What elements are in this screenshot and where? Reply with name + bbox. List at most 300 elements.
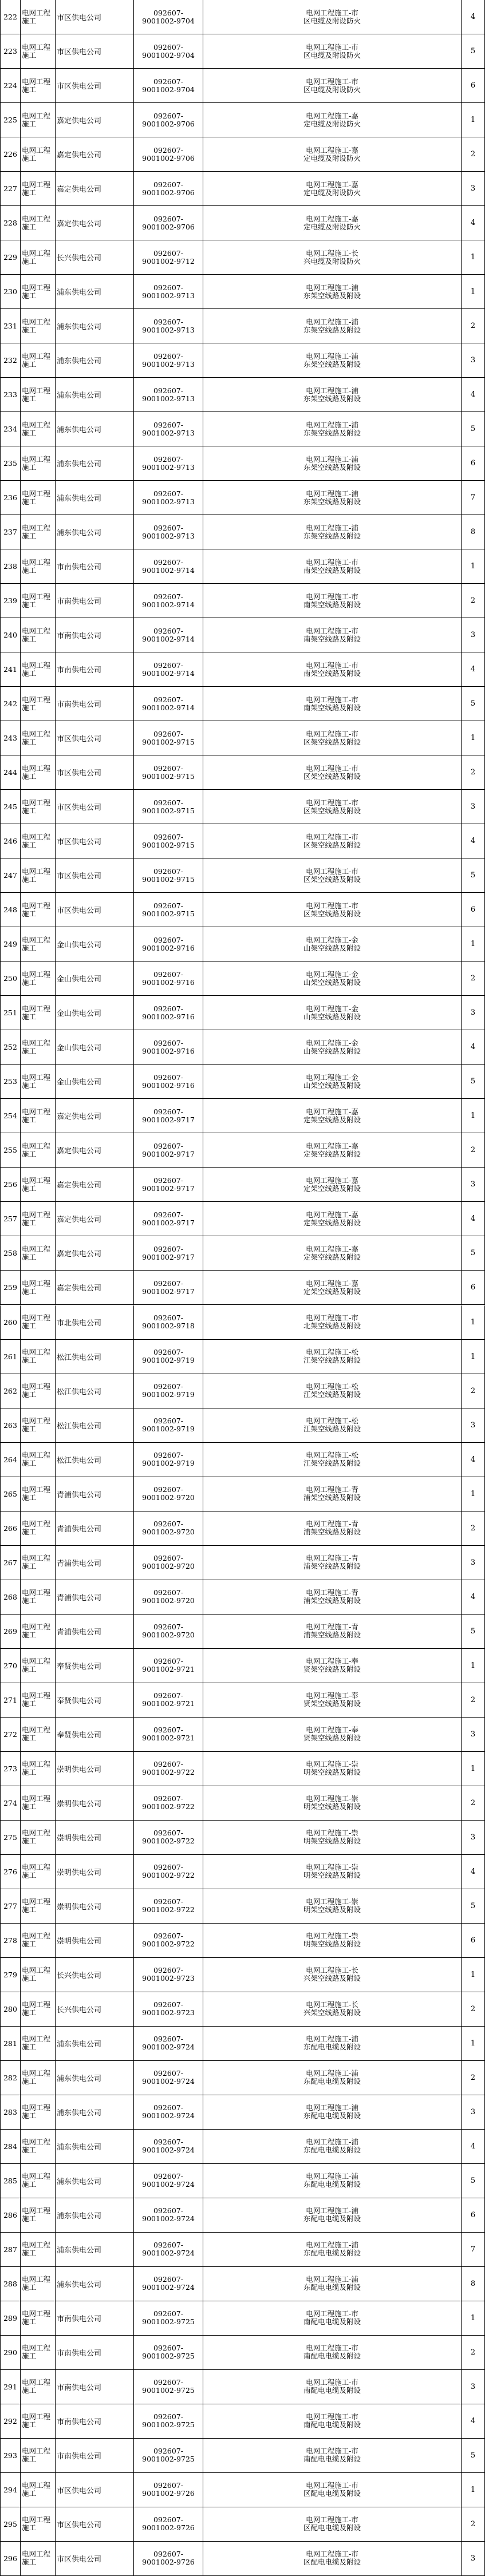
row-number-cell: 271: [0, 1683, 21, 1718]
project-type-cell: 电网工程 施工: [21, 481, 56, 515]
project-type-cell: 电网工程 施工: [21, 2027, 56, 2061]
project-type-cell: 电网工程 施工: [21, 309, 56, 343]
quantity-cell: 4: [462, 652, 485, 687]
project-code-cell: 092607- 9001002-9706: [134, 103, 203, 137]
row-number-cell: 228: [0, 206, 21, 240]
company-name-cell: 崇明供电公司: [56, 1889, 134, 1924]
project-type-cell: 电网工程 施工: [21, 721, 56, 755]
project-name-cell: 电网工程施工-市 区电缆及附设防火: [203, 34, 462, 69]
project-code-cell: 092607- 9001002-9716: [134, 961, 203, 996]
quantity-cell: 2: [462, 1133, 485, 1168]
project-name-cell: 电网工程施工-市 区架空线路及附设: [203, 790, 462, 824]
project-code-cell: 092607- 9001002-9704: [134, 0, 203, 34]
project-code-cell: 092607- 9001002-9716: [134, 927, 203, 961]
project-type-cell: 电网工程 施工: [21, 69, 56, 103]
project-code-cell: 092607- 9001002-9715: [134, 893, 203, 927]
project-name-cell: 电网工程施工-浦 东架空线路及附设: [203, 275, 462, 309]
quantity-cell: 3: [462, 1718, 485, 1752]
project-name-cell: 电网工程施工-嘉 定架空线路及附设: [203, 1236, 462, 1271]
project-type-cell: 电网工程 施工: [21, 2130, 56, 2164]
quantity-cell: 2: [462, 2507, 485, 2542]
project-type-cell: 电网工程 施工: [21, 1889, 56, 1924]
row-number-cell: 233: [0, 378, 21, 412]
project-code-cell: 092607- 9001002-9725: [134, 2370, 203, 2404]
quantity-cell: 3: [462, 618, 485, 652]
project-name-cell: 电网工程施工-市 区架空线路及附设: [203, 858, 462, 893]
row-number-cell: 260: [0, 1305, 21, 1340]
project-type-cell: 电网工程 施工: [21, 1408, 56, 1443]
table-row: [0, 172, 485, 206]
project-code-cell: 092607- 9001002-9722: [134, 1855, 203, 1889]
table-row: [0, 1546, 485, 1580]
quantity-cell: 5: [462, 2164, 485, 2198]
quantity-cell: 5: [462, 858, 485, 893]
company-name-cell: 浦东供电公司: [56, 446, 134, 481]
project-name-cell: 电网工程施工-市 南配电电缆及附设: [203, 2336, 462, 2370]
project-name-cell: 电网工程施工-浦 东配电电缆及附设: [203, 2027, 462, 2061]
project-name-cell: 电网工程施工-浦 东架空线路及附设: [203, 481, 462, 515]
project-code-cell: 092607- 9001002-9717: [134, 1236, 203, 1271]
company-name-cell: 市区供电公司: [56, 755, 134, 790]
project-type-cell: 电网工程 施工: [21, 2336, 56, 2370]
table-row: [0, 1271, 485, 1305]
company-name-cell: 嘉定供电公司: [56, 103, 134, 137]
project-code-cell: 092607- 9001002-9720: [134, 1580, 203, 1615]
project-type-cell: 电网工程 施工: [21, 790, 56, 824]
project-name-cell: 电网工程施工-市 区配电电缆及附设: [203, 2473, 462, 2507]
company-name-cell: 青浦供电公司: [56, 1511, 134, 1546]
project-code-cell: 092607- 9001002-9726: [134, 2473, 203, 2507]
project-name-cell: 电网工程施工-崇 明架空线路及附设: [203, 1855, 462, 1889]
project-code-cell: 092607- 9001002-9715: [134, 858, 203, 893]
project-type-cell: 电网工程 施工: [21, 2198, 56, 2233]
quantity-cell: 2: [462, 1374, 485, 1408]
table-row: [0, 412, 485, 446]
quantity-cell: 4: [462, 378, 485, 412]
row-number-cell: 225: [0, 103, 21, 137]
row-number-cell: 258: [0, 1236, 21, 1271]
project-type-cell: 电网工程 施工: [21, 584, 56, 618]
row-number-cell: 294: [0, 2473, 21, 2507]
table-row: [0, 618, 485, 652]
project-code-cell: 092607- 9001002-9724: [134, 2027, 203, 2061]
project-name-cell: 电网工程施工-市 南配电电缆及附设: [203, 2301, 462, 2336]
project-type-cell: 电网工程 施工: [21, 2439, 56, 2473]
table-row: [0, 2233, 485, 2267]
row-number-cell: 222: [0, 0, 21, 34]
table-row: [0, 34, 485, 69]
company-name-cell: 浦东供电公司: [56, 2233, 134, 2267]
project-name-cell: 电网工程施工-金 山架空线路及附设: [203, 1030, 462, 1065]
quantity-cell: 5: [462, 1889, 485, 1924]
project-type-cell: 电网工程 施工: [21, 549, 56, 584]
company-name-cell: 松江供电公司: [56, 1374, 134, 1408]
project-code-cell: 092607- 9001002-9704: [134, 69, 203, 103]
quantity-cell: 1: [462, 1340, 485, 1374]
project-name-cell: 电网工程施工-嘉 定电缆及附设防火: [203, 137, 462, 172]
project-type-cell: 电网工程 施工: [21, 2404, 56, 2439]
row-number-cell: 238: [0, 549, 21, 584]
quantity-cell: 4: [462, 824, 485, 858]
row-number-cell: 224: [0, 69, 21, 103]
table-row: [0, 2095, 485, 2130]
table-row: [0, 1065, 485, 1099]
project-code-cell: 092607- 9001002-9712: [134, 240, 203, 275]
project-type-cell: 电网工程 施工: [21, 1718, 56, 1752]
company-name-cell: 浦东供电公司: [56, 2061, 134, 2095]
project-type-cell: 电网工程 施工: [21, 927, 56, 961]
quantity-cell: 3: [462, 172, 485, 206]
project-name-cell: 电网工程施工-浦 东配电电缆及附设: [203, 2198, 462, 2233]
table-row: [0, 2404, 485, 2439]
project-code-cell: 092607- 9001002-9722: [134, 1889, 203, 1924]
project-code-cell: 092607- 9001002-9721: [134, 1718, 203, 1752]
quantity-cell: 3: [462, 1821, 485, 1855]
project-type-cell: 电网工程 施工: [21, 1924, 56, 1958]
project-code-cell: 092607- 9001002-9724: [134, 2233, 203, 2267]
row-number-cell: 240: [0, 618, 21, 652]
project-code-cell: 092607- 9001002-9725: [134, 2404, 203, 2439]
project-name-cell: 电网工程施工-市 南架空线路及附设: [203, 687, 462, 721]
project-type-cell: 电网工程 施工: [21, 1615, 56, 1649]
row-number-cell: 254: [0, 1099, 21, 1133]
row-number-cell: 285: [0, 2164, 21, 2198]
table-row: [0, 2439, 485, 2473]
table-row: [0, 1649, 485, 1683]
project-name-cell: 电网工程施工-青 浦架空线路及附设: [203, 1580, 462, 1615]
row-number-cell: 296: [0, 2542, 21, 2576]
company-name-cell: 市南供电公司: [56, 652, 134, 687]
company-name-cell: 市区供电公司: [56, 893, 134, 927]
project-type-cell: 电网工程 施工: [21, 172, 56, 206]
quantity-cell: 1: [462, 1099, 485, 1133]
company-name-cell: 嘉定供电公司: [56, 1271, 134, 1305]
quantity-cell: 1: [462, 721, 485, 755]
quantity-cell: 8: [462, 2267, 485, 2301]
quantity-cell: 1: [462, 927, 485, 961]
project-name-cell: 电网工程施工-崇 明架空线路及附设: [203, 1752, 462, 1786]
project-type-cell: 电网工程 施工: [21, 446, 56, 481]
project-type-cell: 电网工程 施工: [21, 652, 56, 687]
row-number-cell: 281: [0, 2027, 21, 2061]
project-type-cell: 电网工程 施工: [21, 1443, 56, 1477]
quantity-cell: 1: [462, 2473, 485, 2507]
row-number-cell: 278: [0, 1924, 21, 1958]
row-number-cell: 259: [0, 1271, 21, 1305]
quantity-cell: 3: [462, 996, 485, 1030]
project-type-cell: 电网工程 施工: [21, 1030, 56, 1065]
project-name-cell: 电网工程施工-青 浦架空线路及附设: [203, 1615, 462, 1649]
project-code-cell: 092607- 9001002-9713: [134, 275, 203, 309]
row-number-cell: 242: [0, 687, 21, 721]
project-name-cell: 电网工程施工-市 区架空线路及附设: [203, 893, 462, 927]
table-row: [0, 481, 485, 515]
project-name-cell: 电网工程施工-嘉 定架空线路及附设: [203, 1168, 462, 1202]
company-name-cell: 市区供电公司: [56, 824, 134, 858]
table-row: [0, 1992, 485, 2027]
project-name-cell: 电网工程施工-金 山架空线路及附设: [203, 961, 462, 996]
table-row: [0, 1099, 485, 1133]
project-name-cell: 电网工程施工-长 兴电缆及附设防火: [203, 240, 462, 275]
row-number-cell: 255: [0, 1133, 21, 1168]
row-number-cell: 262: [0, 1374, 21, 1408]
project-code-cell: 092607- 9001002-9720: [134, 1615, 203, 1649]
project-type-cell: 电网工程 施工: [21, 2061, 56, 2095]
project-type-cell: 电网工程 施工: [21, 1683, 56, 1718]
project-name-cell: 电网工程施工-浦 东架空线路及附设: [203, 309, 462, 343]
table-row: [0, 1374, 485, 1408]
project-name-cell: 电网工程施工-浦 东架空线路及附设: [203, 343, 462, 378]
company-name-cell: 嘉定供电公司: [56, 137, 134, 172]
project-name-cell: 电网工程施工-嘉 定电缆及附设防火: [203, 172, 462, 206]
row-number-cell: 235: [0, 446, 21, 481]
row-number-cell: 274: [0, 1786, 21, 1821]
project-code-cell: 092607- 9001002-9719: [134, 1340, 203, 1374]
project-name-cell: 电网工程施工-市 南配电电缆及附设: [203, 2404, 462, 2439]
quantity-cell: 4: [462, 206, 485, 240]
row-number-cell: 249: [0, 927, 21, 961]
project-name-cell: 电网工程施工-松 江架空线路及附设: [203, 1340, 462, 1374]
project-code-cell: 092607- 9001002-9713: [134, 309, 203, 343]
project-code-cell: 092607- 9001002-9725: [134, 2439, 203, 2473]
table-row: [0, 1855, 485, 1889]
project-type-cell: 电网工程 施工: [21, 687, 56, 721]
company-name-cell: 崇明供电公司: [56, 1924, 134, 1958]
row-number-cell: 243: [0, 721, 21, 755]
quantity-cell: 3: [462, 790, 485, 824]
project-type-cell: 电网工程 施工: [21, 2370, 56, 2404]
project-name-cell: 电网工程施工-浦 东配电电缆及附设: [203, 2061, 462, 2095]
row-number-cell: 234: [0, 412, 21, 446]
company-name-cell: 浦东供电公司: [56, 378, 134, 412]
project-type-cell: 电网工程 施工: [21, 2267, 56, 2301]
project-code-cell: 092607- 9001002-9704: [134, 34, 203, 69]
project-name-cell: 电网工程施工-市 区配电电缆及附设: [203, 2542, 462, 2576]
project-code-cell: 092607- 9001002-9716: [134, 1065, 203, 1099]
project-name-cell: 电网工程施工-金 山架空线路及附设: [203, 1065, 462, 1099]
table-row: [0, 515, 485, 549]
table-row: [0, 343, 485, 378]
row-number-cell: 280: [0, 1992, 21, 2027]
company-name-cell: 浦东供电公司: [56, 2130, 134, 2164]
row-number-cell: 293: [0, 2439, 21, 2473]
quantity-cell: 7: [462, 2233, 485, 2267]
company-name-cell: 市南供电公司: [56, 2336, 134, 2370]
project-code-cell: 092607- 9001002-9714: [134, 687, 203, 721]
project-code-cell: 092607- 9001002-9721: [134, 1683, 203, 1718]
company-name-cell: 青浦供电公司: [56, 1546, 134, 1580]
row-number-cell: 286: [0, 2198, 21, 2233]
table-row: [0, 2267, 485, 2301]
quantity-cell: 1: [462, 2301, 485, 2336]
table-row: [0, 69, 485, 103]
project-name-cell: 电网工程施工-崇 明架空线路及附设: [203, 1821, 462, 1855]
project-code-cell: 092607- 9001002-9714: [134, 618, 203, 652]
quantity-cell: 2: [462, 755, 485, 790]
row-number-cell: 245: [0, 790, 21, 824]
project-type-cell: 电网工程 施工: [21, 2507, 56, 2542]
quantity-cell: 1: [462, 240, 485, 275]
row-number-cell: 277: [0, 1889, 21, 1924]
project-type-cell: 电网工程 施工: [21, 1065, 56, 1099]
project-code-cell: 092607- 9001002-9719: [134, 1374, 203, 1408]
project-code-cell: 092607- 9001002-9706: [134, 206, 203, 240]
project-type-cell: 电网工程 施工: [21, 1202, 56, 1236]
company-name-cell: 崇明供电公司: [56, 1786, 134, 1821]
project-type-cell: 电网工程 施工: [21, 137, 56, 172]
company-name-cell: 金山供电公司: [56, 1030, 134, 1065]
project-name-cell: 电网工程施工-浦 东配电电缆及附设: [203, 2095, 462, 2130]
project-type-cell: 电网工程 施工: [21, 275, 56, 309]
table-row: [0, 2301, 485, 2336]
quantity-cell: 1: [462, 103, 485, 137]
table-row: [0, 687, 485, 721]
company-name-cell: 青浦供电公司: [56, 1580, 134, 1615]
project-code-cell: 092607- 9001002-9722: [134, 1821, 203, 1855]
project-type-cell: 电网工程 施工: [21, 1992, 56, 2027]
project-type-cell: 电网工程 施工: [21, 1821, 56, 1855]
project-name-cell: 电网工程施工-市 南架空线路及附设: [203, 549, 462, 584]
project-name-cell: 电网工程施工-青 浦架空线路及附设: [203, 1477, 462, 1511]
quantity-cell: 3: [462, 1168, 485, 1202]
project-type-cell: 电网工程 施工: [21, 343, 56, 378]
company-name-cell: 浦东供电公司: [56, 343, 134, 378]
project-type-cell: 电网工程 施工: [21, 1133, 56, 1168]
table-row: [0, 721, 485, 755]
project-code-cell: 092607- 9001002-9713: [134, 412, 203, 446]
row-number-cell: 282: [0, 2061, 21, 2095]
project-code-cell: 092607- 9001002-9715: [134, 755, 203, 790]
company-name-cell: 市区供电公司: [56, 34, 134, 69]
table-row: [0, 1408, 485, 1443]
company-name-cell: 浦东供电公司: [56, 2095, 134, 2130]
project-name-cell: 电网工程施工-市 南架空线路及附设: [203, 652, 462, 687]
project-type-cell: 电网工程 施工: [21, 515, 56, 549]
project-name-cell: 电网工程施工-长 兴架空线路及附设: [203, 1992, 462, 2027]
company-name-cell: 崇明供电公司: [56, 1855, 134, 1889]
row-number-cell: 247: [0, 858, 21, 893]
project-type-cell: 电网工程 施工: [21, 1546, 56, 1580]
project-code-cell: 092607- 9001002-9724: [134, 2198, 203, 2233]
project-type-cell: 电网工程 施工: [21, 1271, 56, 1305]
row-number-cell: 288: [0, 2267, 21, 2301]
project-name-cell: 电网工程施工-市 南架空线路及附设: [203, 584, 462, 618]
company-name-cell: 金山供电公司: [56, 927, 134, 961]
project-name-cell: 电网工程施工-奉 贤架空线路及附设: [203, 1649, 462, 1683]
project-type-cell: 电网工程 施工: [21, 1511, 56, 1546]
row-number-cell: 292: [0, 2404, 21, 2439]
project-type-cell: 电网工程 施工: [21, 2542, 56, 2576]
quantity-cell: 8: [462, 515, 485, 549]
project-type-cell: 电网工程 施工: [21, 618, 56, 652]
company-name-cell: 浦东供电公司: [56, 481, 134, 515]
row-number-cell: 265: [0, 1477, 21, 1511]
company-name-cell: 市区供电公司: [56, 858, 134, 893]
row-number-cell: 252: [0, 1030, 21, 1065]
quantity-cell: 1: [462, 275, 485, 309]
project-name-cell: 电网工程施工-市 区电缆及附设防火: [203, 0, 462, 34]
table-row: [0, 275, 485, 309]
row-number-cell: 295: [0, 2507, 21, 2542]
company-name-cell: 崇明供电公司: [56, 1752, 134, 1786]
company-name-cell: 浦东供电公司: [56, 275, 134, 309]
company-name-cell: 松江供电公司: [56, 1408, 134, 1443]
row-number-cell: 253: [0, 1065, 21, 1099]
row-number-cell: 251: [0, 996, 21, 1030]
quantity-cell: 5: [462, 687, 485, 721]
row-number-cell: 264: [0, 1443, 21, 1477]
project-code-cell: 092607- 9001002-9719: [134, 1408, 203, 1443]
quantity-cell: 1: [462, 549, 485, 584]
company-name-cell: 市区供电公司: [56, 2507, 134, 2542]
quantity-cell: 4: [462, 2404, 485, 2439]
table-row: [0, 2542, 485, 2576]
project-name-cell: 电网工程施工-市 区配电电缆及附设: [203, 2507, 462, 2542]
table-row: [0, 824, 485, 858]
quantity-cell: 1: [462, 1305, 485, 1340]
row-number-cell: 287: [0, 2233, 21, 2267]
table-row: [0, 240, 485, 275]
company-name-cell: 嘉定供电公司: [56, 1133, 134, 1168]
quantity-cell: 5: [462, 412, 485, 446]
row-number-cell: 270: [0, 1649, 21, 1683]
project-type-cell: 电网工程 施工: [21, 1855, 56, 1889]
row-number-cell: 261: [0, 1340, 21, 1374]
project-code-cell: 092607- 9001002-9720: [134, 1477, 203, 1511]
company-name-cell: 长兴供电公司: [56, 1992, 134, 2027]
project-name-cell: 电网工程施工-浦 东配电电缆及附设: [203, 2267, 462, 2301]
row-number-cell: 269: [0, 1615, 21, 1649]
row-number-cell: 237: [0, 515, 21, 549]
quantity-cell: 2: [462, 137, 485, 172]
row-number-cell: 263: [0, 1408, 21, 1443]
project-name-cell: 电网工程施工-金 山架空线路及附设: [203, 996, 462, 1030]
project-type-cell: 电网工程 施工: [21, 858, 56, 893]
quantity-cell: 2: [462, 1511, 485, 1546]
project-type-cell: 电网工程 施工: [21, 1649, 56, 1683]
company-name-cell: 市区供电公司: [56, 790, 134, 824]
row-number-cell: 284: [0, 2130, 21, 2164]
project-code-cell: 092607- 9001002-9713: [134, 378, 203, 412]
project-name-cell: 电网工程施工-浦 东配电电缆及附设: [203, 2233, 462, 2267]
row-number-cell: 279: [0, 1958, 21, 1992]
row-number-cell: 232: [0, 343, 21, 378]
project-code-cell: 092607- 9001002-9726: [134, 2507, 203, 2542]
project-name-cell: 电网工程施工-嘉 定架空线路及附设: [203, 1271, 462, 1305]
company-name-cell: 嘉定供电公司: [56, 1099, 134, 1133]
row-number-cell: 223: [0, 34, 21, 69]
quantity-cell: 1: [462, 2027, 485, 2061]
company-name-cell: 市区供电公司: [56, 721, 134, 755]
project-name-cell: 电网工程施工-市 区架空线路及附设: [203, 824, 462, 858]
quantity-cell: 5: [462, 1615, 485, 1649]
project-code-cell: 092607- 9001002-9713: [134, 515, 203, 549]
row-number-cell: 248: [0, 893, 21, 927]
table-row: [0, 755, 485, 790]
company-name-cell: 奉贤供电公司: [56, 1718, 134, 1752]
project-code-cell: 092607- 9001002-9721: [134, 1649, 203, 1683]
table-row: [0, 378, 485, 412]
table-row: [0, 1683, 485, 1718]
project-name-cell: 电网工程施工-嘉 定架空线路及附设: [203, 1099, 462, 1133]
table-row: [0, 961, 485, 996]
project-name-cell: 电网工程施工-浦 东配电电缆及附设: [203, 2164, 462, 2198]
table-row: [0, 1511, 485, 1546]
company-name-cell: 嘉定供电公司: [56, 172, 134, 206]
table-row: [0, 1580, 485, 1615]
project-name-cell: 电网工程施工-松 江架空线路及附设: [203, 1443, 462, 1477]
quantity-cell: 1: [462, 1477, 485, 1511]
